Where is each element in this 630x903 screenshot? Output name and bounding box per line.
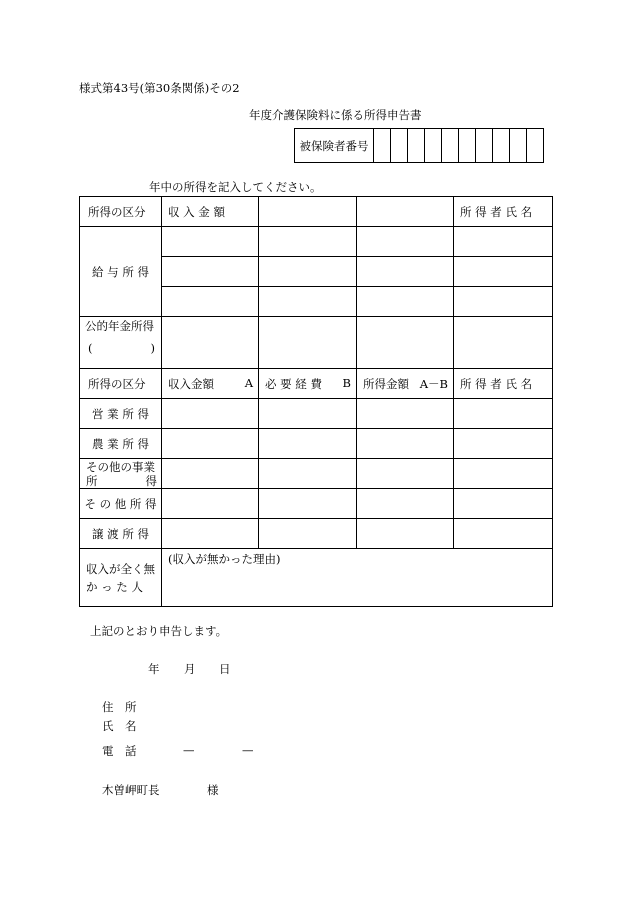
entry-cell[interactable] xyxy=(357,519,454,549)
insured-number-digit[interactable] xyxy=(408,129,425,163)
pension-label-line1: 公的年金所得 xyxy=(85,319,154,333)
paren-close: ) xyxy=(150,341,155,355)
no-income-reason-field[interactable] xyxy=(162,549,553,607)
insured-number-digit[interactable] xyxy=(510,129,527,163)
insured-number-digit[interactable] xyxy=(442,129,459,163)
blank-header-cell xyxy=(357,197,454,227)
declaration-text: 上記のとおり申告します。 xyxy=(90,624,228,638)
insured-number-digit[interactable] xyxy=(476,129,493,163)
form-title: 年度介護保険料に係る所得申告書 xyxy=(249,108,422,122)
insured-number-label: 被保険者番号 xyxy=(295,129,374,163)
entry-cell[interactable] xyxy=(454,317,553,369)
entry-cell[interactable] xyxy=(454,519,553,549)
entry-cell[interactable] xyxy=(162,257,259,287)
entry-cell[interactable] xyxy=(454,459,553,489)
entry-cell[interactable] xyxy=(162,429,259,459)
entry-cell[interactable] xyxy=(162,459,259,489)
no-income-reason-label: (収入が無かった理由) xyxy=(168,552,281,566)
honorific: 様 xyxy=(207,783,219,797)
date-year: 年 xyxy=(148,662,160,676)
row-label-other-business: その他の事業 所 得 xyxy=(80,459,162,489)
row-label-other-income: そ の 他 所 得 xyxy=(80,489,162,519)
entry-cell[interactable] xyxy=(454,399,553,429)
entry-cell[interactable] xyxy=(162,489,259,519)
insured-number-digit[interactable] xyxy=(459,129,476,163)
entry-cell[interactable] xyxy=(454,489,553,519)
entry-cell[interactable] xyxy=(259,257,357,287)
income-table xyxy=(79,196,553,607)
entry-cell[interactable] xyxy=(357,459,454,489)
blank-header-cell xyxy=(259,197,357,227)
entry-cell[interactable] xyxy=(259,489,357,519)
entry-cell[interactable] xyxy=(357,429,454,459)
row-label-business: 営 業 所 得 xyxy=(80,399,162,429)
entry-cell[interactable] xyxy=(357,257,454,287)
entry-cell[interactable] xyxy=(162,519,259,549)
addressee: 木曽岬町長 xyxy=(102,783,160,797)
header-income: 収 入 金 額 xyxy=(162,197,259,227)
date-day: 日 xyxy=(219,662,231,676)
row-label-agriculture: 農 業 所 得 xyxy=(80,429,162,459)
entry-cell[interactable] xyxy=(454,257,553,287)
insured-number-digit[interactable] xyxy=(425,129,442,163)
entry-cell[interactable] xyxy=(162,227,259,257)
address-label: 住 所 xyxy=(102,700,137,714)
header-category-2: 所得の区分 xyxy=(80,369,162,399)
phone-dash-2: — xyxy=(242,743,254,757)
entry-cell[interactable] xyxy=(259,459,357,489)
entry-cell[interactable] xyxy=(259,317,357,369)
header-recipient: 所 得 者 氏 名 xyxy=(454,197,553,227)
entry-cell[interactable] xyxy=(162,317,259,369)
header-amount-a-b: 所得金額 A－B xyxy=(357,369,454,399)
entry-cell[interactable] xyxy=(357,399,454,429)
row-label-transfer: 譲 渡 所 得 xyxy=(80,519,162,549)
insured-number-box xyxy=(294,128,544,163)
entry-cell[interactable] xyxy=(162,399,259,429)
instruction-text: 年中の所得を記入してください。 xyxy=(149,180,322,194)
entry-cell[interactable] xyxy=(454,227,553,257)
date-month: 月 xyxy=(184,662,196,676)
entry-cell[interactable] xyxy=(357,287,454,317)
entry-cell[interactable] xyxy=(357,317,454,369)
entry-cell[interactable] xyxy=(357,227,454,257)
entry-cell[interactable] xyxy=(357,489,454,519)
phone-label: 電 話 xyxy=(102,744,137,758)
row-label-no-income: 収入が全く無 か っ た 人 xyxy=(80,549,162,607)
header-income-a: 収入金額 A xyxy=(162,369,259,399)
entry-cell[interactable] xyxy=(454,429,553,459)
header-expense-b: 必 要 経 費 B xyxy=(259,369,357,399)
entry-cell[interactable] xyxy=(259,287,357,317)
row-label-salary: 給 与 所 得 xyxy=(80,227,162,317)
entry-cell[interactable] xyxy=(259,519,357,549)
form-number: 様式第43号(第30条関係)その2 xyxy=(79,81,240,95)
header-recipient-2: 所 得 者 氏 名 xyxy=(454,369,553,399)
name-label: 氏 名 xyxy=(102,719,137,733)
phone-dash-1: — xyxy=(183,743,195,757)
insured-number-digit[interactable] xyxy=(527,129,544,163)
insured-number-digit[interactable] xyxy=(391,129,408,163)
header-category: 所得の区分 xyxy=(80,197,162,227)
entry-cell[interactable] xyxy=(454,287,553,317)
entry-cell[interactable] xyxy=(259,429,357,459)
entry-cell[interactable] xyxy=(259,399,357,429)
insured-number-digit[interactable] xyxy=(493,129,510,163)
entry-cell[interactable] xyxy=(259,227,357,257)
paren-open: ( xyxy=(88,341,93,355)
entry-cell[interactable] xyxy=(162,287,259,317)
insured-number-digit[interactable] xyxy=(374,129,391,163)
row-label-pension xyxy=(80,317,162,369)
